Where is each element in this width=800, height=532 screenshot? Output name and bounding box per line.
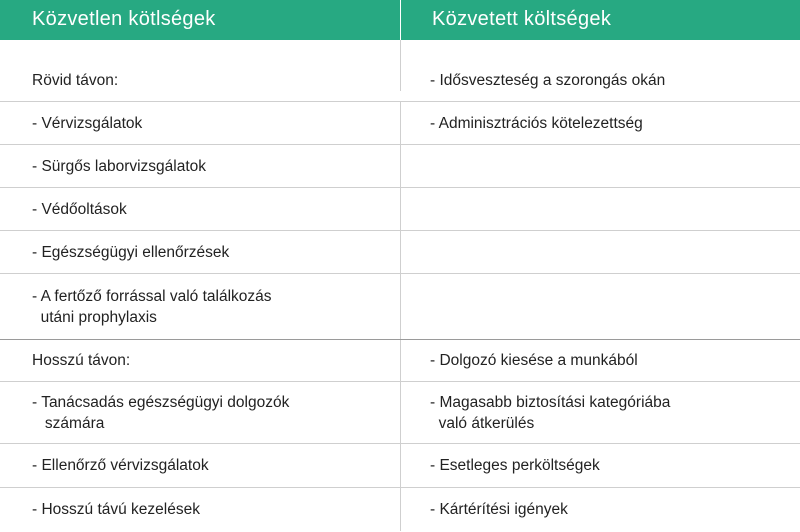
cell-direct: - Védőoltások [32,200,127,218]
cell-direct: - Egészségügyi ellenőrzések [32,243,230,261]
table-row [0,382,800,444]
cell-indirect: - Dolgozó kiesése a munkából [400,340,800,381]
cell-indirect: - Esetleges perköltségek [400,444,800,487]
table-header [0,0,800,40]
table-row [0,40,800,102]
cell-direct: Hosszú távon: [32,352,131,369]
cell-indirect: - Adminisztrációs kötelezettség [400,102,800,144]
cell-direct: - Tanácsadás egészségügyi dolgozók számára [32,393,290,432]
table-row [0,188,800,231]
cell-indirect [400,231,800,273]
header-direct-costs: Közvetlen kötlségek [32,8,216,30]
table-row [0,488,800,531]
cell-direct: - Ellenőrző vérvizsgálatok [32,457,209,474]
cell-direct: - A fertőző forrással való találkozás utáni prophylaxis [32,287,272,326]
table-row [0,444,800,488]
cell-indirect [400,274,800,339]
cell-indirect [400,145,800,187]
table-row [0,102,800,145]
cell-direct: - Hosszú távú kezelések [32,501,200,518]
table-row [0,145,800,188]
cell-indirect: - Idősveszteség a szorongás okán [400,40,800,91]
cell-indirect: - Magasabb biztosítási kategóriába való átkerülés [400,382,800,443]
cell-indirect: - Kártérítési igények [400,488,800,531]
cell-direct: - Sürgős laborvizsgálatok [32,157,207,175]
cell-indirect [400,188,800,230]
table-row [0,231,800,274]
header-indirect-costs: Közvetett költségek [400,0,800,40]
cell-direct: - Vérvizsgálatok [32,114,143,132]
table-row [0,274,800,340]
cell-direct: Rövid távon: [32,72,119,89]
table-row [0,340,800,382]
